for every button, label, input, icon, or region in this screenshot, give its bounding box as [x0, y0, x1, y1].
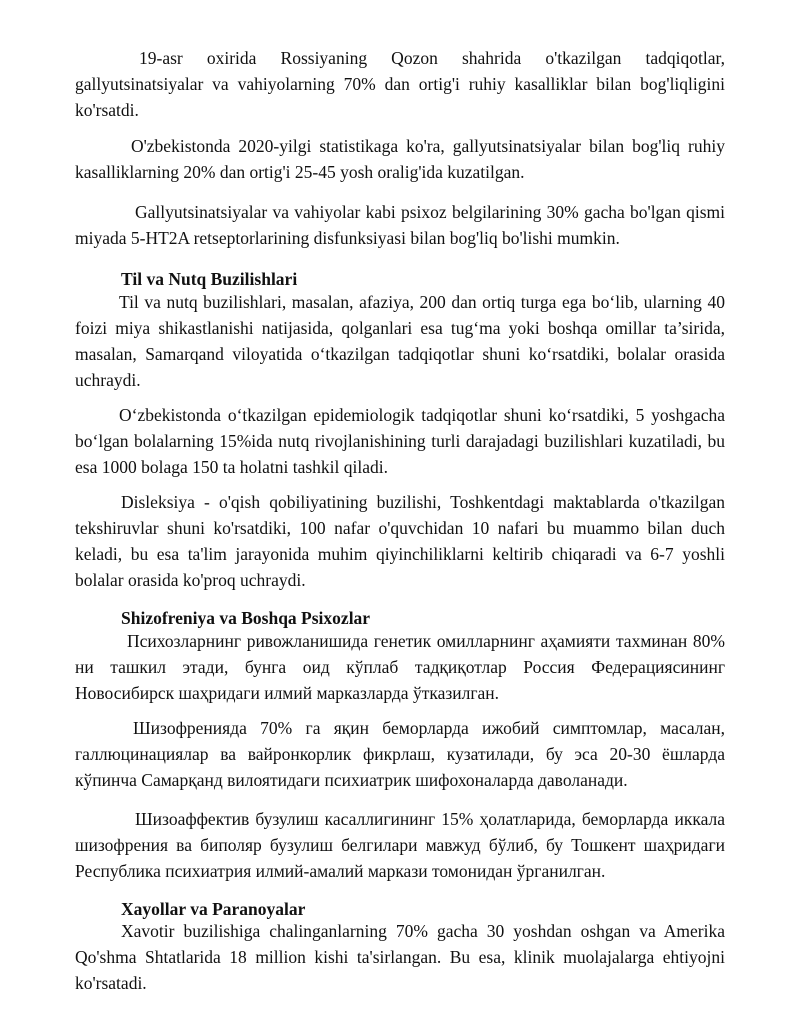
paragraph-qozon-study: 19-asr oxirida Rossiyaning Qozon shahrida o'tkazilgan tadqiqotlar, gallyutsinatsiyalar va vahiyolarning 70% dan ortig'i ruhiy kasalliklar bilan bog'liqligini ko'rsatdi. — [75, 48, 725, 120]
paragraph-uzbekistan-2020-stats: O'zbekistonda 2020-yilgi statistikaga ko'ra, gallyutsinatsiyalar bilan bog'liq ruhiy kasalliklarning 20% dan ortig'i 25-45 yosh oralig'ida kuzatilgan. — [75, 136, 725, 182]
paragraph-aphasia: Til va nutq buzilishlari, masalan, afaziya, 200 dan ortiq turga ega bo‘lib, ularning 40 foizi miya shikastlanishi natijasida, qolganlari esa tug‘ma yoki boshqa omillar ta’sirida, masalan, Samarqand viloyatida o‘tkazilgan tadqiqotlar shuni ko‘rsatdiki, bolalar orasida uchraydi. — [75, 292, 725, 390]
paragraph-schizophrenia-symptoms: Шизофренияда 70% га яқин беморларда ижобий симптомлар, масалан, галлюцинациялар ва вайронкорлик фикрлаш, кузатилади, бу эса 20-30 ёшларда кўпинча Самарқанд вилоятидаги психиатрик шифохоналарда даволанади. — [75, 718, 725, 790]
paragraph-epidemiology-children: O‘zbekistonda o‘tkazilgan epidemiologik tadqiqotlar shuni ko‘rsatdiki, 5 yoshgacha bo‘lgan bolalarning 15%ida nutq rivojlanishining turli darajadagi buzilishlari kuzatiladi, bu esa 1000 bolaga 150 ta holatni tashkil qiladi. — [75, 405, 725, 477]
paragraph-dyslexia: Disleksiya - o'qish qobiliyatining buzilishi, Toshkentdagi maktablarda o'tkazilgan tekshiruvlar shuni ko'rsatdiki, 100 nafar o'quvchidan 10 nafari bu muammo bilan duch keladi, bu esa ta'lim jarayonida muhim qiyinchiliklarni keltirib chiqaradi va 6-7 yoshli bolalar orasida ko'proq uchraydi. — [75, 492, 725, 590]
paragraph-anxiety-disorders: Xavotir buzilishiga chalinganlarning 70% gacha 30 yoshdan oshgan va Amerika Qo'shma Shtatlarida 18 million kishi ta'sirlangan. Bu esa, klinik muolajalarga ehtiyojni ko'rsatadi. — [75, 921, 725, 993]
paragraph-psychosis-genetics: Психозларнинг ривожланишида генетик омилларнинг аҳамияти тахминан 80% ни ташкил этади, бунга оид кўплаб тадқиқотлар Россия Федерациясининг Новосибирск шаҳридаги илмий марказларда ўтказилган. — [75, 631, 725, 703]
heading-delusions-paranoia: Xayollar va Paranoyalar — [121, 899, 306, 919]
paragraph-5ht2a-receptors: Gallyutsinatsiyalar va vahiyolar kabi psixoz belgilarining 30% gacha bo'lgan qismi miyada 5-HT2A retseptorlarining disfunksiyasi bilan bog'liq bo'lishi mumkin. — [75, 202, 725, 248]
paragraph-schizoaffective: Шизоаффектив бузулиш касаллигининг 15% ҳолатларида, беморларда иккала шизофрения ва биполяр бузулиш белгилари мавжуд бўлиб, бу Тошкент шаҳридаги Республика психиатрия илмий-амалий маркази томонидан ўрганилган. — [75, 809, 725, 881]
heading-schizophrenia: Shizofreniya va Boshqa Psixozlar — [121, 608, 371, 628]
heading-speech-disorders: Til va Nutq Buzilishlari — [121, 269, 298, 289]
